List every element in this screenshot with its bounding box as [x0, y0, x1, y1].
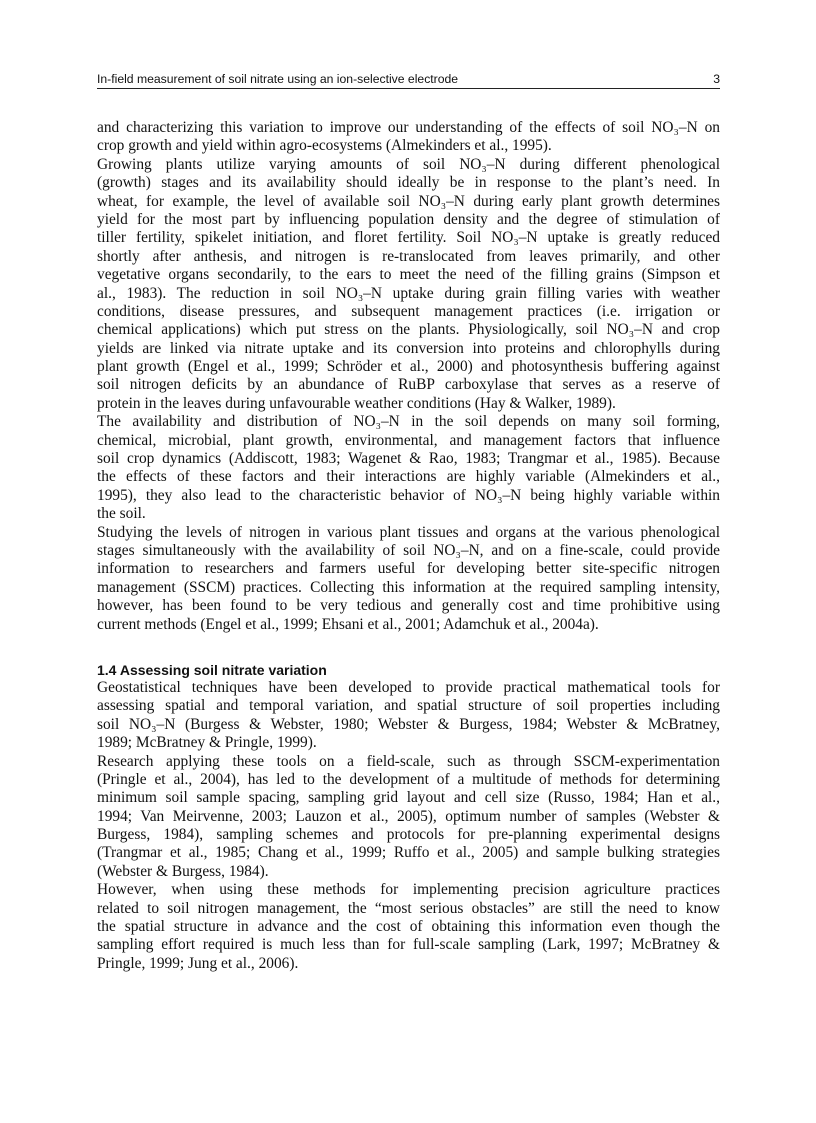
text-line: Studying the levels of nitrogen in various plant tissues and organs at the various phenological [97, 523, 720, 541]
text-line: (growth) stages and its availability should ideally be in response to the plant’s need. In [97, 174, 720, 192]
paragraph [97, 679, 720, 753]
text-line: information to researchers and farmers useful for developing better site-specific nitrogen [97, 560, 720, 578]
text-line: (Pringle et al., 2004), has led to the development of a multitude of methods for determining [97, 770, 720, 788]
text-line: yields are linked via nitrate uptake and its conversion into proteins and chlorophylls during [97, 339, 720, 357]
page-number: 3 [713, 72, 720, 86]
text-line: the effects of these factors and their interactions are highly variable (Almekinders et al., [97, 468, 720, 486]
section-heading: 1.4 Assessing soil nitrate variation [97, 661, 327, 678]
text-line: protein in the leaves during unfavourable weather conditions (Hay & Walker, 1989). [97, 394, 616, 412]
text-line: chemical applications) which put stress on the plants. Physiologically, soil NO₃–N and crop [97, 321, 720, 339]
text-line: crop growth and yield within agro-ecosystems (Almekinders et al., 1995). [97, 137, 552, 155]
text-line: wheat, for example, the level of available soil NO₃–N during early plant growth determines [97, 192, 720, 210]
text-line: chemical, microbial, plant growth, environmental, and management factors that influence [97, 431, 720, 449]
text-line: Burgess, 1984), sampling schemes and protocols for pre-planning experimental designs [97, 826, 720, 844]
page-body [97, 119, 720, 973]
text-line: tiller fertility, spikelet initiation, and floret fertility. Soil NO₃–N uptake is greatly reduced [97, 229, 720, 247]
text-line: Growing plants utilize varying amounts of soil NO₃–N during different phenological [97, 155, 720, 173]
running-title: In-field measurement of soil nitrate using an ion-selective electrode [97, 72, 459, 86]
running-header [97, 72, 720, 89]
text-line: The availability and distribution of NO₃–N in the soil depends on many soil forming, [97, 413, 720, 431]
text-line: conditions, disease pressures, and subsequent management practices (i.e. irrigation or [97, 302, 720, 320]
text-line: al., 1983). The reduction in soil NO₃–N uptake during grain filling varies with weather [97, 284, 720, 302]
text-line: soil crop dynamics (Addiscott, 1983; Wagenet & Rao, 1983; Trangmar et al., 1985). Because [97, 450, 720, 468]
text-line: soil NO₃–N (Burgess & Webster, 1980; Webster & Burgess, 1984; Webster & McBratney, [97, 715, 720, 733]
paragraph [97, 156, 720, 413]
text-line: 1994; Van Meirvenne, 2003; Lauzon et al., 2005), optimum number of samples (Webster & [97, 807, 720, 825]
text-line: current methods (Engel et al., 1999; Ehsani et al., 2001; Adamchuk et al., 2004a). [97, 615, 599, 633]
text-line: Research applying these tools on a field-scale, such as through SSCM-experimentation [97, 752, 720, 770]
text-line: soil nitrogen deficits by an abundance of RuBP carboxylase that serves as a reserve of [97, 376, 720, 394]
text-line: Geostatistical techniques have been developed to provide practical mathematical tools for [97, 678, 720, 696]
text-line: However, when using these methods for implementing precision agriculture practices [97, 881, 720, 899]
paragraph [97, 119, 720, 156]
text-line: sampling effort required is much less than for full-scale sampling (Lark, 1997; McBratney & [97, 936, 720, 954]
text-line: the spatial structure in advance and the cost of obtaining this information even though the [97, 918, 720, 936]
paragraph [97, 524, 720, 634]
text-line: assessing spatial and temporal variation, and spatial structure of soil properties including [97, 697, 720, 715]
text-line: stages simultaneously with the availability of soil NO₃–N, and on a fine-scale, could provide [97, 541, 720, 559]
text-line: minimum soil sample spacing, sampling grid layout and cell size (Russo, 1984; Han et al., [97, 789, 720, 807]
text-line: (Trangmar et al., 1985; Chang et al., 1999; Ruffo et al., 2005) and sample bulking strategies [97, 844, 720, 862]
text-line: Pringle, 1999; Jung et al., 2006). [97, 954, 299, 972]
text-line: 1995), they also lead to the characteristic behavior of NO₃–N being highly variable within [97, 486, 720, 504]
text-line: management (SSCM) practices. Collecting this information at the required sampling intensity, [97, 578, 720, 596]
text-line: vegetative organs secondarily, to the ears to meet the need of the filling grains (Simpson et [97, 266, 720, 284]
text-line: however, has been found to be very tedious and generally cost and time prohibitive using [97, 597, 720, 615]
text-line: (Webster & Burgess, 1984). [97, 862, 269, 880]
text-line: the soil. [97, 505, 146, 523]
text-line: plant growth (Engel et al., 1999; Schröder et al., 2000) and photosynthesis buffering against [97, 358, 720, 376]
text-line: yield for the most part by influencing population density and the degree of stimulation of [97, 210, 720, 228]
text-line: shortly after anthesis, and nitrogen is re-translocated from leaves primarily, and other [97, 247, 720, 265]
text-line: 1989; McBratney & Pringle, 1999). [97, 734, 317, 752]
paragraph [97, 413, 720, 523]
text-line: and characterizing this variation to improve our understanding of the effects of soil NO₃–N on [97, 119, 720, 136]
text-line: related to soil nitrogen management, the “most serious obstacles” are still the need to know [97, 899, 720, 917]
paragraph [97, 881, 720, 973]
paragraph [97, 753, 720, 882]
